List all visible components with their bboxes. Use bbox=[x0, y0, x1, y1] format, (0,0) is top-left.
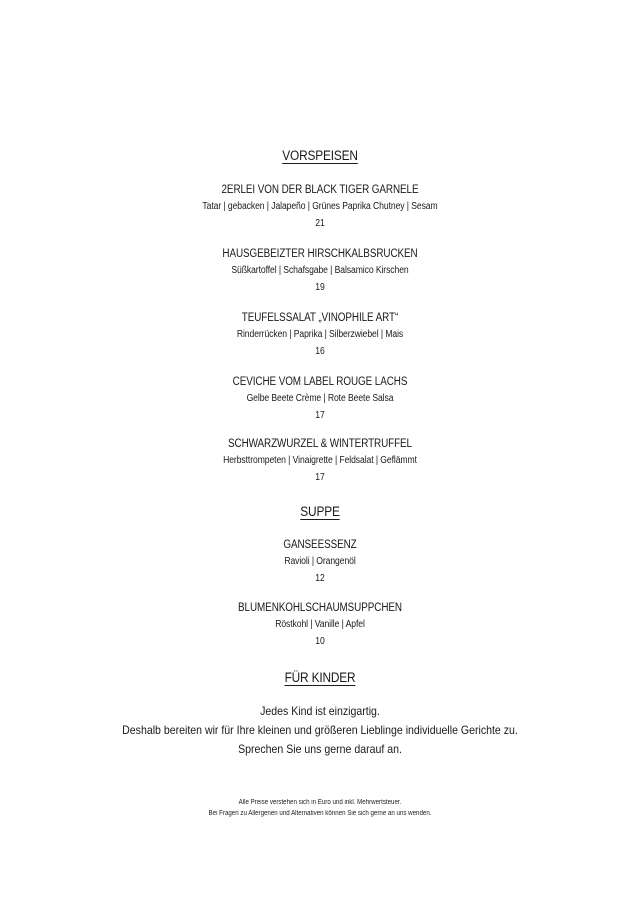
kids-text-line: Jedes Kind ist einzigartig. bbox=[260, 704, 380, 718]
kids-info bbox=[0, 702, 640, 759]
dish-description: Gelbe Beete Crème | Rote Beete Salsa bbox=[246, 393, 394, 404]
dish-name: SCHWARZWURZEL & WINTERTRÜFFEL bbox=[228, 438, 412, 450]
price-footnote bbox=[0, 797, 640, 819]
dish-description: Süßkartoffel | Schafsgabe | Balsamico Kirschen bbox=[231, 265, 409, 276]
dish-name: CEVICHE VOM LABEL ROUGE LACHS bbox=[232, 376, 408, 388]
section-suppe bbox=[0, 504, 640, 520]
dish-price: 12 bbox=[315, 573, 325, 584]
section-title: SUPPE bbox=[300, 504, 340, 519]
kids-text-line: Deshalb bereiten wir für Ihre kleinen und größeren Lieblinge individuelle Gerichte zu. bbox=[122, 723, 518, 737]
dish-description: Herbsttrompeten | Vinaigrette | Feldsalat | Geflämmt bbox=[223, 455, 417, 466]
section-kinder bbox=[0, 670, 640, 686]
kids-text-line: Sprechen Sie uns gerne darauf an. bbox=[238, 742, 402, 756]
dish-name: GÄNSEESSENZ bbox=[283, 539, 357, 551]
dish-name: TEUFELSSALAT „VINOPHILE ART“ bbox=[241, 312, 399, 324]
dish-description: Tatar | gebacken | Jalapeño | Grünes Paprika Chutney | Sesam bbox=[202, 201, 438, 212]
section-title: VORSPEISEN bbox=[282, 148, 358, 163]
footnote-line: Alle Preise verstehen sich in Euro und inkl. Mehrwertsteuer. bbox=[238, 799, 402, 806]
dish-item bbox=[0, 538, 640, 586]
dish-price: 17 bbox=[315, 472, 325, 483]
dish-item bbox=[0, 437, 640, 485]
dish-price: 10 bbox=[315, 636, 325, 647]
dish-item bbox=[0, 311, 640, 359]
section-title: FÜR KINDER bbox=[284, 670, 356, 685]
dish-item bbox=[0, 183, 640, 231]
dish-item bbox=[0, 601, 640, 649]
dish-description: Ravioli | Orangenöl bbox=[284, 556, 356, 567]
dish-name: 2ERLEI VON DER BLACK TIGER GARNELE bbox=[221, 184, 419, 196]
dish-item bbox=[0, 247, 640, 295]
dish-price: 19 bbox=[315, 282, 325, 293]
dish-description: Rinderrücken | Paprika | Silberzwiebel | Mais bbox=[236, 329, 404, 340]
dish-price: 21 bbox=[315, 218, 325, 229]
dish-name: BLUMENKOHLSCHAUMSÜPPCHEN bbox=[238, 602, 402, 614]
dish-description: Röstkohl | Vanille | Apfel bbox=[275, 619, 365, 630]
dish-name: HAUSGEBEIZTER HIRSCHKALBSRÜCKEN bbox=[222, 248, 418, 260]
dish-item bbox=[0, 375, 640, 423]
dish-price: 17 bbox=[315, 410, 325, 421]
footnote-line: Bei Fragen zu Allergenen und Alternativen können Sie sich gerne an uns wenden. bbox=[208, 810, 432, 817]
dish-price: 16 bbox=[315, 346, 325, 357]
section-vorspeisen bbox=[0, 148, 640, 164]
